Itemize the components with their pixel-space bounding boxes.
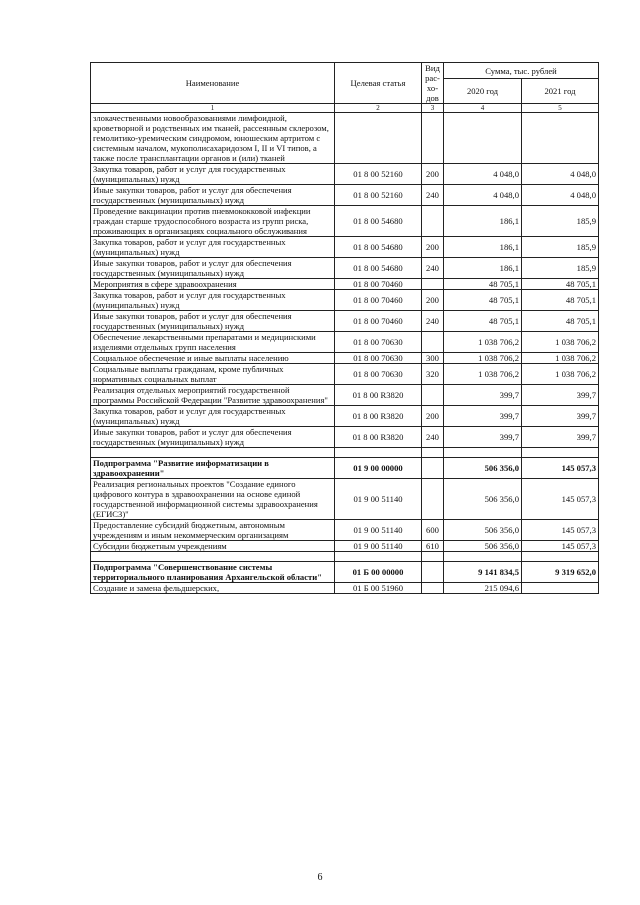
table-row bbox=[91, 332, 599, 353]
table-row bbox=[91, 164, 599, 185]
amount-2020: 1 038 706,2 bbox=[444, 353, 522, 364]
table-row bbox=[91, 541, 599, 552]
row-name: Мероприятия в сфере здравоохранения bbox=[91, 279, 335, 290]
expense-kind: 240 bbox=[422, 311, 444, 332]
table-row bbox=[91, 113, 599, 164]
amount-2020: 4 048,0 bbox=[444, 164, 522, 185]
table-spacer-row bbox=[91, 448, 599, 458]
amount-2021: 1 038 706,2 bbox=[522, 332, 599, 353]
row-name: Обеспечение лекарственными препаратами и медицинскими изделиями отдельных групп населения bbox=[91, 332, 335, 353]
expense-kind: 320 bbox=[422, 364, 444, 385]
target-code: 01 8 00 70630 bbox=[335, 364, 422, 385]
header-sum: Сумма, тыс. рублей bbox=[444, 63, 599, 79]
target-code bbox=[335, 113, 422, 164]
header-name: Наименование bbox=[91, 63, 335, 104]
table-row bbox=[91, 258, 599, 279]
table-spacer-row bbox=[91, 552, 599, 562]
amount-2020: 399,7 bbox=[444, 385, 522, 406]
table-index-row bbox=[91, 104, 599, 113]
index-cell: 5 bbox=[522, 104, 599, 113]
target-code bbox=[335, 448, 422, 458]
row-name: Иные закупки товаров, работ и услуг для обеспечения государственных (муниципальных) нужд bbox=[91, 185, 335, 206]
amount-2021 bbox=[522, 583, 599, 594]
target-code: 01 9 00 51140 bbox=[335, 520, 422, 541]
row-name: Иные закупки товаров, работ и услуг для обеспечения государственных (муниципальных) нужд bbox=[91, 427, 335, 448]
table-header-row bbox=[91, 63, 599, 79]
target-code bbox=[335, 552, 422, 562]
header-2020: 2020 год bbox=[444, 79, 522, 104]
amount-2021: 4 048,0 bbox=[522, 185, 599, 206]
amount-2021: 48 705,1 bbox=[522, 311, 599, 332]
amount-2021: 145 057,3 bbox=[522, 520, 599, 541]
row-name: Создание и замена фельдшерских, bbox=[91, 583, 335, 594]
amount-2021: 9 319 652,0 bbox=[522, 562, 599, 583]
amount-2020: 186,1 bbox=[444, 258, 522, 279]
amount-2021 bbox=[522, 448, 599, 458]
table-row bbox=[91, 311, 599, 332]
target-code: 01 8 00 70460 bbox=[335, 311, 422, 332]
amount-2020: 506 356,0 bbox=[444, 458, 522, 479]
table-row bbox=[91, 458, 599, 479]
expense-kind bbox=[422, 562, 444, 583]
row-name bbox=[91, 448, 335, 458]
amount-2020 bbox=[444, 113, 522, 164]
expense-kind: 200 bbox=[422, 164, 444, 185]
table-row bbox=[91, 406, 599, 427]
amount-2021: 399,7 bbox=[522, 427, 599, 448]
target-code: 01 9 00 51140 bbox=[335, 479, 422, 520]
expense-kind bbox=[422, 458, 444, 479]
target-code: 01 8 00 70460 bbox=[335, 279, 422, 290]
amount-2021: 1 038 706,2 bbox=[522, 364, 599, 385]
row-name: Иные закупки товаров, работ и услуг для обеспечения государственных (муниципальных) нужд bbox=[91, 311, 335, 332]
amount-2020: 1 038 706,2 bbox=[444, 332, 522, 353]
target-code: 01 9 00 51140 bbox=[335, 541, 422, 552]
index-cell: 1 bbox=[91, 104, 335, 113]
row-name: Иные закупки товаров, работ и услуг для обеспечения государственных (муниципальных) нужд bbox=[91, 258, 335, 279]
row-name: Реализация региональных проектов "Создание единого цифрового контура в здравоохранении на основе единой государственной информационной системы здравоохранения (ЕГИСЗ)" bbox=[91, 479, 335, 520]
table-row bbox=[91, 520, 599, 541]
expense-kind bbox=[422, 448, 444, 458]
budget-table bbox=[90, 62, 599, 594]
expense-kind bbox=[422, 385, 444, 406]
row-name: Подпрограмма "Совершенствование системы территориального планирования Архангельской области" bbox=[91, 562, 335, 583]
amount-2020: 186,1 bbox=[444, 206, 522, 237]
expense-kind bbox=[422, 279, 444, 290]
expense-kind: 610 bbox=[422, 541, 444, 552]
amount-2020: 506 356,0 bbox=[444, 479, 522, 520]
row-name: Социальные выплаты гражданам, кроме публичных нормативных социальных выплат bbox=[91, 364, 335, 385]
expense-kind: 200 bbox=[422, 237, 444, 258]
page-number: 6 bbox=[317, 872, 323, 883]
row-name: Закупка товаров, работ и услуг для государственных (муниципальных) нужд bbox=[91, 237, 335, 258]
amount-2020: 1 038 706,2 bbox=[444, 364, 522, 385]
table-row bbox=[91, 562, 599, 583]
amount-2021: 145 057,3 bbox=[522, 541, 599, 552]
row-name: Реализация отдельных мероприятий государственной программы Российской Федерации "Развитие здравоохранения" bbox=[91, 385, 335, 406]
target-code: 01 Б 00 00000 bbox=[335, 562, 422, 583]
table-row bbox=[91, 279, 599, 290]
amount-2020: 186,1 bbox=[444, 237, 522, 258]
amount-2020: 399,7 bbox=[444, 406, 522, 427]
expense-kind bbox=[422, 583, 444, 594]
expense-kind bbox=[422, 113, 444, 164]
target-code: 01 8 00 54680 bbox=[335, 258, 422, 279]
expense-kind bbox=[422, 552, 444, 562]
table-row bbox=[91, 583, 599, 594]
amount-2020: 215 094,6 bbox=[444, 583, 522, 594]
expense-kind bbox=[422, 206, 444, 237]
amount-2020: 48 705,1 bbox=[444, 290, 522, 311]
target-code: 01 8 00 52160 bbox=[335, 185, 422, 206]
row-name: Проведение вакцинации против пневмококковой инфекции граждан старше трудоспособного возраста из групп риска, проживающих в организациях социального обслуживания bbox=[91, 206, 335, 237]
target-code: 01 8 00 52160 bbox=[335, 164, 422, 185]
amount-2021: 185,9 bbox=[522, 258, 599, 279]
amount-2021: 185,9 bbox=[522, 237, 599, 258]
table-row bbox=[91, 237, 599, 258]
amount-2020: 48 705,1 bbox=[444, 279, 522, 290]
target-code: 01 8 00 R3820 bbox=[335, 385, 422, 406]
amount-2020: 506 356,0 bbox=[444, 541, 522, 552]
row-name bbox=[91, 552, 335, 562]
table-row bbox=[91, 185, 599, 206]
amount-2021: 48 705,1 bbox=[522, 279, 599, 290]
row-name: Закупка товаров, работ и услуг для государственных (муниципальных) нужд bbox=[91, 290, 335, 311]
amount-2020 bbox=[444, 552, 522, 562]
amount-2020: 48 705,1 bbox=[444, 311, 522, 332]
row-name: Закупка товаров, работ и услуг для государственных (муниципальных) нужд bbox=[91, 164, 335, 185]
target-code: 01 8 00 70460 bbox=[335, 290, 422, 311]
target-code: 01 8 00 R3820 bbox=[335, 427, 422, 448]
header-kind: Вид рас- хо- дов bbox=[422, 63, 444, 104]
header-2021: 2021 год bbox=[522, 79, 599, 104]
table-row bbox=[91, 364, 599, 385]
amount-2021: 145 057,3 bbox=[522, 458, 599, 479]
amount-2020 bbox=[444, 448, 522, 458]
amount-2020: 9 141 834,5 bbox=[444, 562, 522, 583]
row-name: злокачественными новообразованиями лимфоидной, кроветворной и родственных им тканей, рассеянным склерозом, гемолитико-уремическим синдромом, юношеским артритом с системным началом, мукополисахаридозом I, II и VI типов, а также после трансплантации органов и (или) тканей bbox=[91, 113, 335, 164]
target-code: 01 9 00 00000 bbox=[335, 458, 422, 479]
expense-kind: 240 bbox=[422, 258, 444, 279]
amount-2021: 1 038 706,2 bbox=[522, 353, 599, 364]
table-body bbox=[91, 113, 599, 594]
amount-2020: 399,7 bbox=[444, 427, 522, 448]
amount-2021: 399,7 bbox=[522, 406, 599, 427]
table-row bbox=[91, 427, 599, 448]
amount-2020: 506 356,0 bbox=[444, 520, 522, 541]
expense-kind: 200 bbox=[422, 290, 444, 311]
row-name: Субсидии бюджетным учреждениям bbox=[91, 541, 335, 552]
table-row bbox=[91, 353, 599, 364]
amount-2021 bbox=[522, 552, 599, 562]
amount-2021: 4 048,0 bbox=[522, 164, 599, 185]
expense-kind: 240 bbox=[422, 185, 444, 206]
target-code: 01 8 00 70630 bbox=[335, 332, 422, 353]
expense-kind: 200 bbox=[422, 406, 444, 427]
row-name: Подпрограмма "Развитие информатизации в здравоохранении" bbox=[91, 458, 335, 479]
expense-kind: 240 bbox=[422, 427, 444, 448]
row-name: Социальное обеспечение и иные выплаты населению bbox=[91, 353, 335, 364]
index-cell: 2 bbox=[335, 104, 422, 113]
target-code: 01 Б 00 51960 bbox=[335, 583, 422, 594]
expense-kind: 300 bbox=[422, 353, 444, 364]
row-name: Предоставление субсидий бюджетным, автономным учреждениям и иным некоммерческим организациям bbox=[91, 520, 335, 541]
amount-2021: 145 057,3 bbox=[522, 479, 599, 520]
amount-2021 bbox=[522, 113, 599, 164]
table-row bbox=[91, 290, 599, 311]
target-code: 01 8 00 70630 bbox=[335, 353, 422, 364]
amount-2021: 48 705,1 bbox=[522, 290, 599, 311]
index-cell: 4 bbox=[444, 104, 522, 113]
amount-2021: 185,9 bbox=[522, 206, 599, 237]
expense-kind: 600 bbox=[422, 520, 444, 541]
amount-2021: 399,7 bbox=[522, 385, 599, 406]
table-row bbox=[91, 385, 599, 406]
target-code: 01 8 00 54680 bbox=[335, 206, 422, 237]
target-code: 01 8 00 54680 bbox=[335, 237, 422, 258]
amount-2020: 4 048,0 bbox=[444, 185, 522, 206]
row-name: Закупка товаров, работ и услуг для государственных (муниципальных) нужд bbox=[91, 406, 335, 427]
expense-kind bbox=[422, 479, 444, 520]
table-row bbox=[91, 479, 599, 520]
header-target: Целевая статья bbox=[335, 63, 422, 104]
table-row bbox=[91, 206, 599, 237]
target-code: 01 8 00 R3820 bbox=[335, 406, 422, 427]
index-cell: 3 bbox=[422, 104, 444, 113]
expense-kind bbox=[422, 332, 444, 353]
